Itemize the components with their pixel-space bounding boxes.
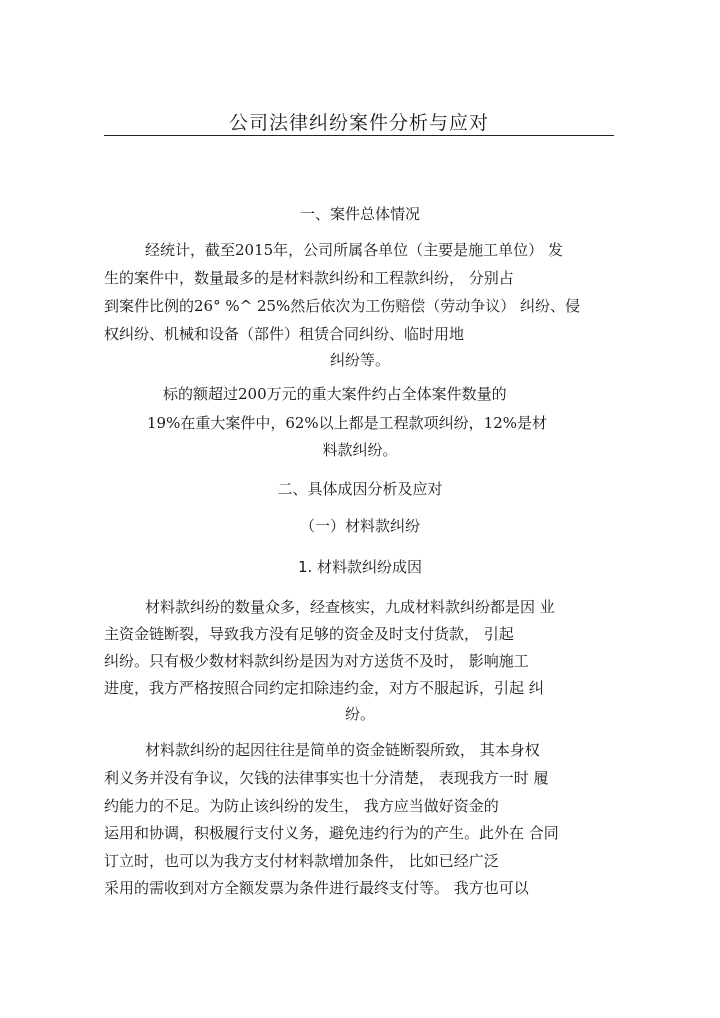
paragraph-4-line-6: 采用的需收到对方全额发票为条件进行最终支付等。 我方也可以 xyxy=(104,879,529,897)
paragraph-3-line-1: 材料款纠纷的数量众多，经查核实，九成材料款纠纷都是因 业 xyxy=(145,598,555,616)
paragraph-1-line-1: 经统计，截至2015年，公司所属各单位（主要是施工单位） 发 xyxy=(145,241,563,259)
subsection-1-1-heading: 1. 材料款纠纷成因 xyxy=(297,558,423,576)
section-1-heading: 一、案件总体情况 xyxy=(299,205,420,223)
section-2-heading: 二、具体成因分析及应对 xyxy=(277,480,443,498)
paragraph-3-line-5: 纷。 xyxy=(344,705,375,723)
paragraph-1-line-3: 到案件比例的26° %^ 25%然后依次为工伤赔偿（劳动争议） 纠纷、侵 xyxy=(104,297,581,315)
paragraph-4-line-3: 约能力的不足。为防止该纠纷的发生， 我方应当做好资金的 xyxy=(104,797,499,815)
paragraph-3-line-2: 主资金链断裂，导致我方没有足够的资金及时支付货款， 引起 xyxy=(104,625,514,643)
subsection-1-heading: （一）材料款纠纷 xyxy=(299,517,420,535)
paragraph-3-line-4: 进度，我方严格按照合同约定扣除违约金，对方不服起诉，引起 纠 xyxy=(104,679,544,697)
document-title: 公司法律纠纷案件分析与应对 xyxy=(228,112,489,134)
paragraph-4-line-5: 订立时，也可以为我方支付材料款增加条件， 比如已经广泛 xyxy=(104,852,499,870)
paragraph-4-line-1: 材料款纠纷的起因往往是简单的资金链断裂所致， 其本身权 xyxy=(145,741,540,759)
paragraph-2-line-1: 标的额超过200万元的重大案件约占全体案件数量的 xyxy=(163,385,507,403)
paragraph-4-line-4: 运用和协调，积极履行支付义务，避免违约行为的产生。此外在 合同 xyxy=(104,824,559,842)
paragraph-3-line-3: 纠纷。只有极少数材料款纠纷是因为对方送货不及时， 影响施工 xyxy=(104,652,529,670)
paragraph-1-line-5: 纠纷等。 xyxy=(329,351,390,369)
paragraph-2-line-2: 19%在重大案件中，62%以上都是工程款项纠纷，12%是材 xyxy=(147,414,548,432)
paragraph-1-line-2: 生的案件中，数量最多的是材料款纠纷和工程款纠纷， 分别占 xyxy=(104,269,514,287)
paragraph-4-line-2: 利义务并没有争议，欠钱的法律事实也十分清楚， 表现我方一时 履 xyxy=(104,769,549,787)
title-underline xyxy=(104,135,614,136)
paragraph-2-line-3: 料款纠纷。 xyxy=(322,441,398,459)
paragraph-1-line-4: 权纠纷、机械和设备（部件）租赁合同纠纷、临时用地 xyxy=(104,325,465,343)
